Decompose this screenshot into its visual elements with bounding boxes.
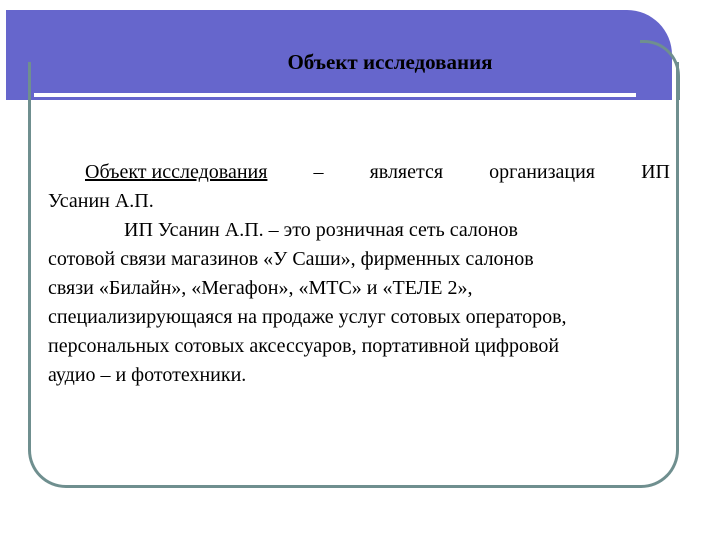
word-is: является bbox=[369, 161, 444, 183]
slide-body bbox=[48, 158, 678, 390]
paragraph-2-line-6: аудио – и фототехники. bbox=[48, 364, 247, 386]
paragraph-1-line-1 bbox=[48, 158, 670, 187]
dash: – bbox=[313, 161, 324, 183]
title-underline bbox=[34, 93, 636, 97]
paragraph-2-line-5: персональных сотовых аксессуаров, портативной цифровой bbox=[48, 335, 560, 357]
word-organization: организация bbox=[489, 161, 595, 183]
paragraph-2-line-1: ИП Усанин А.П. – это розничная сеть салонов bbox=[124, 219, 519, 241]
word-ip: ИП bbox=[641, 161, 670, 183]
label-word-1: Объект bbox=[85, 161, 152, 183]
label-word-2: исследования bbox=[151, 161, 268, 183]
paragraph-2-line-2: сотовой связи магазинов «У Саши», фирменных салонов bbox=[48, 248, 534, 270]
paragraph-2-line-4: специализирующаяся на продаже услуг сотовых операторов, bbox=[48, 306, 567, 328]
paragraph-1-line-2: Усанин А.П. bbox=[48, 190, 154, 212]
slide-title: Объект исследования bbox=[287, 50, 493, 74]
object-label bbox=[85, 158, 267, 187]
paragraph-2-line-3: связи «Билайн», «Мегафон», «МТС» и «ТЕЛЕ 2», bbox=[48, 277, 473, 299]
